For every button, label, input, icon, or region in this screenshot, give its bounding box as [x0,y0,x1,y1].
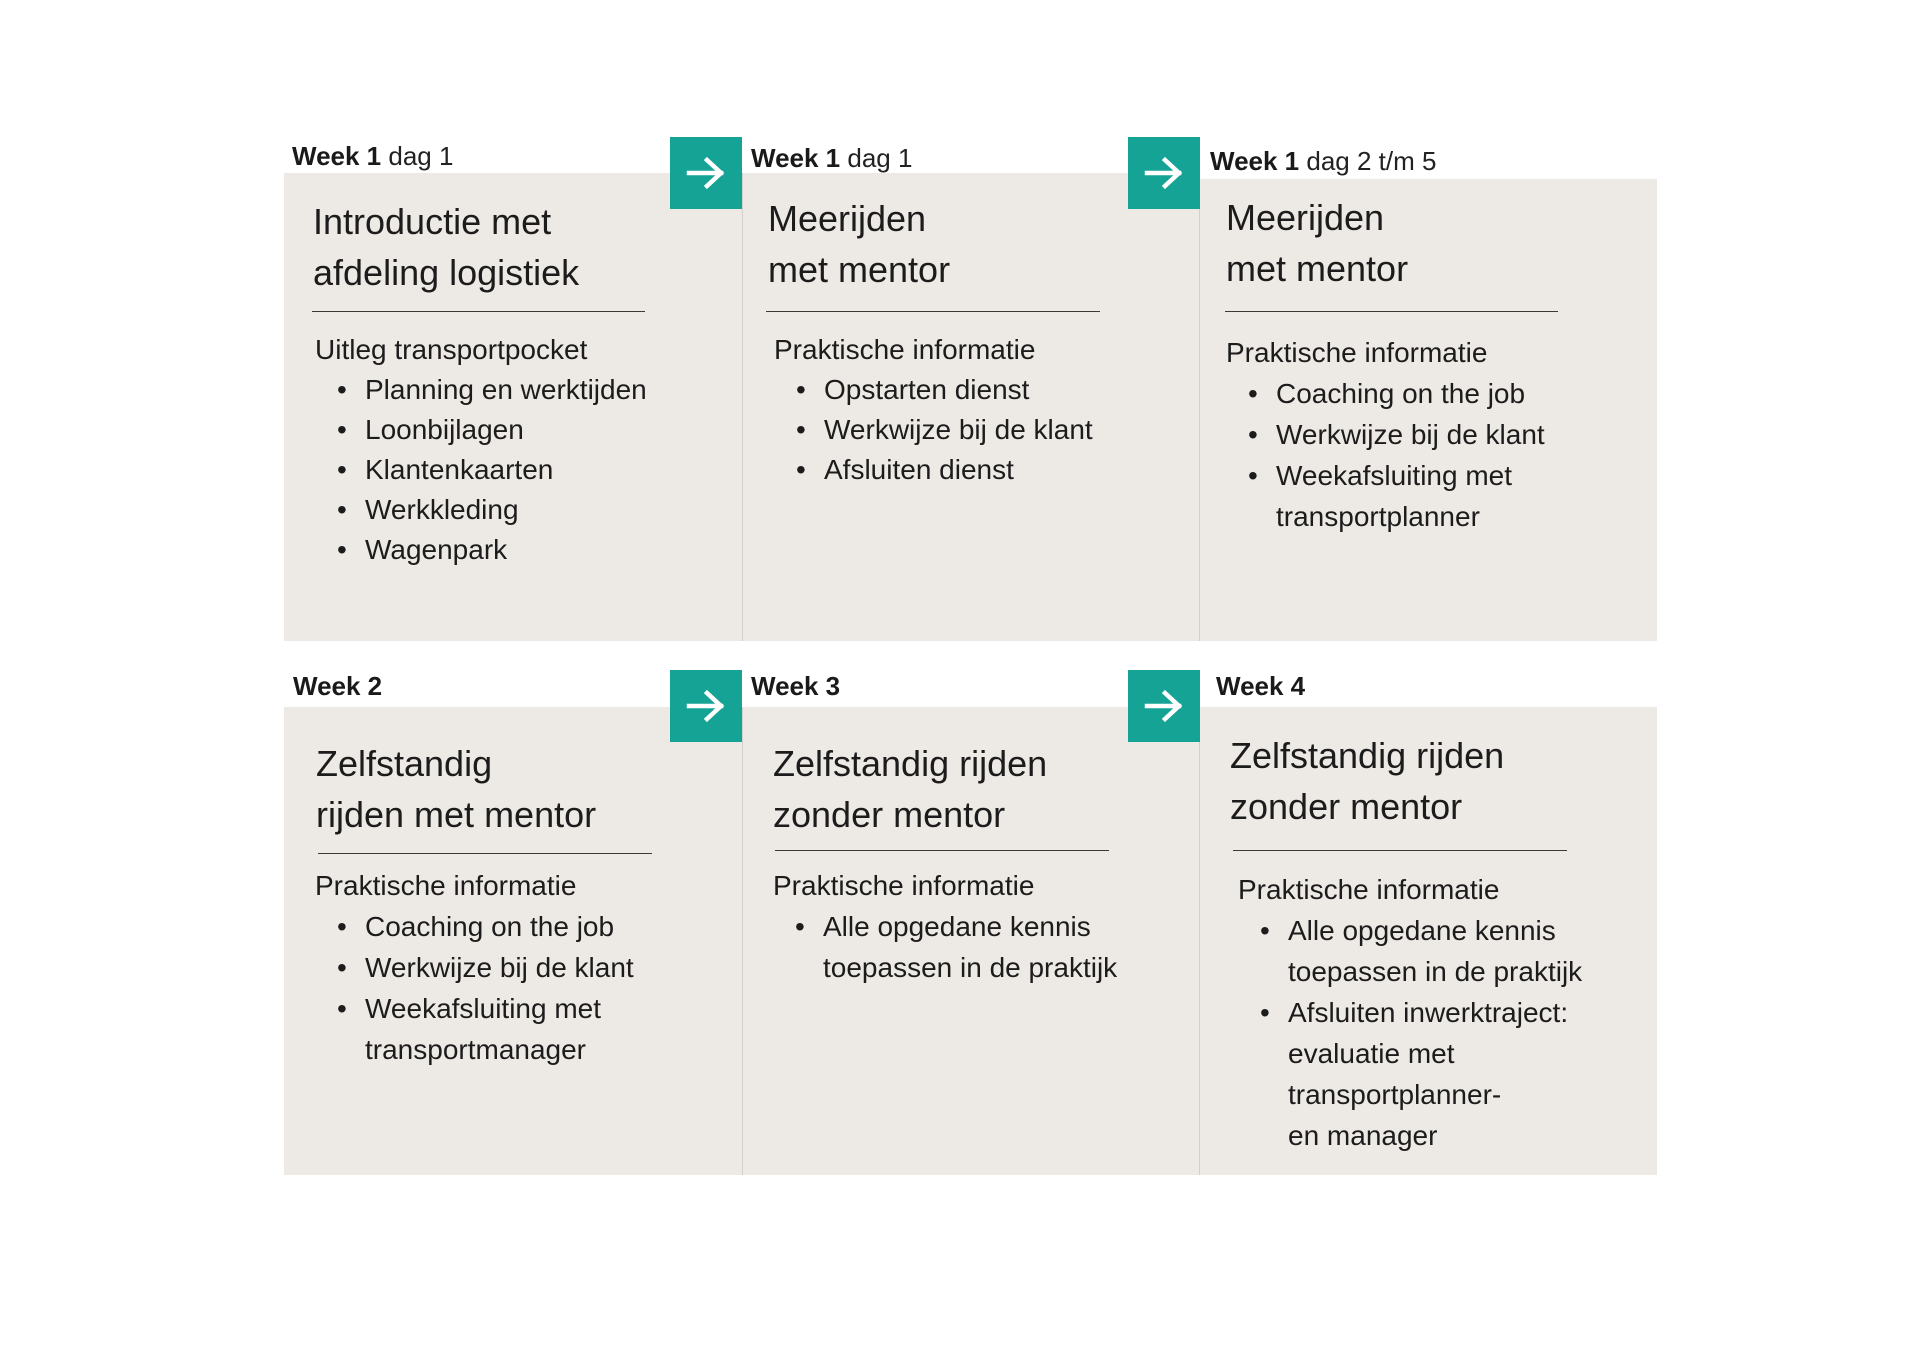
list-item: • Opstarten dienst [824,370,1093,410]
divider-row2-2 [1199,707,1200,1175]
card-title-line: Zelfstandig [316,743,493,784]
week-number: Week 4 [1216,671,1306,701]
week-label [751,143,912,173]
list-item: • Weekafsluiting met transportplanner [1276,455,1545,537]
card-title-line: zonder mentor [1230,786,1463,827]
bullet-icon: • [796,414,806,445]
card-list [1238,910,1582,1156]
card-title-line: zonder mentor [773,794,1006,835]
bullet-icon: • [1248,378,1258,409]
arrow-2 [1128,137,1200,209]
week-label [1216,671,1305,701]
card-title-line: Meerijden [1226,197,1385,238]
card-title [768,193,950,295]
card-subhead: Praktische informatie [1238,874,1500,905]
list-item: • Alle opgedane kennis toepassen in de praktijk [823,906,1117,988]
bullet-icon: • [337,911,347,942]
bullet-icon: • [1248,419,1258,450]
list-item: • Werkwijze bij de klant [1276,414,1545,455]
week-number: Week 1 [292,141,382,171]
card-info [315,865,634,1070]
card-title [313,196,579,298]
list-item: • Weekafsluiting met transportmanager [365,988,634,1070]
card-title-line: rijden met mentor [316,794,597,835]
card-list [774,370,1093,490]
bullet-icon: • [337,414,347,445]
title-rule [1225,311,1558,312]
week-number: Week 2 [293,671,383,701]
bullet-icon: • [796,454,806,485]
card-subhead: Uitleg transportpocket [315,334,588,365]
arrow-right-icon [686,156,726,190]
bullet-icon: • [1260,997,1270,1028]
arrow-1 [670,137,742,209]
card-title-line: afdeling logistiek [313,252,580,293]
card-info [1226,332,1545,537]
week-number: Week 1 [751,143,841,173]
week-label [292,141,453,171]
week-day: dag 1 [388,141,454,171]
card-info [315,330,647,570]
bullet-icon: • [795,911,805,942]
card-list [773,906,1117,988]
divider-row2-1 [742,707,743,1175]
divider-row1-1 [742,173,743,641]
bullet-icon: • [337,454,347,485]
arrow-right-icon [1144,156,1184,190]
card-title-line: Meerijden [768,198,927,239]
arrow-4 [1128,670,1200,742]
card-title [1226,192,1408,294]
week-number: Week 1 [1210,146,1300,176]
card-info [774,330,1093,490]
bullet-icon: • [337,494,347,525]
card-title-line: met mentor [1226,248,1409,289]
list-item: • Loonbijlagen [365,410,647,450]
title-rule [312,311,645,312]
bullet-icon: • [337,534,347,565]
bullet-icon: • [796,374,806,405]
list-item: • Werkwijze bij de klant [365,947,634,988]
card-title-line: Introductie met [313,201,552,242]
bullet-icon: • [337,374,347,405]
week-number: Week 3 [751,671,841,701]
list-item: • Afsluiten dienst [824,450,1093,490]
bullet-icon: • [1248,460,1258,491]
card-list [315,906,634,1070]
arrow-right-icon [1144,689,1184,723]
list-item: • Werkkleding [365,490,647,530]
card-info [1238,869,1582,1156]
card-subhead: Praktische informatie [773,870,1035,901]
title-rule [318,853,652,854]
title-rule [766,311,1100,312]
bullet-icon: • [337,993,347,1024]
title-rule [1233,850,1567,851]
list-item: • Afsluiten inwerktraject: evaluatie met transportplanner- en manager [1288,992,1582,1156]
card-subhead: Praktische informatie [774,334,1036,365]
bullet-icon: • [337,952,347,983]
card-title-line: met mentor [768,249,951,290]
list-item: • Coaching on the job [365,906,634,947]
week-label [1210,146,1436,176]
card-list [315,370,647,570]
list-item: • Wagenpark [365,530,647,570]
card-subhead: Praktische informatie [315,870,577,901]
list-item: • Alle opgedane kennis toepassen in de praktijk [1288,910,1582,992]
week-label [751,671,840,701]
divider-row1-2 [1199,179,1200,641]
week-day: dag 1 [847,143,913,173]
week-day: dag 2 t/m 5 [1306,146,1437,176]
card-title-line: Zelfstandig rijden [1230,735,1505,776]
arrow-right-icon [686,689,726,723]
card-title-line: Zelfstandig rijden [773,743,1048,784]
card-title [1230,730,1504,832]
card-list [1226,373,1545,537]
card-title [316,738,596,840]
card-title [773,738,1047,840]
list-item: • Planning en werktijden [365,370,647,410]
card-subhead: Praktische informatie [1226,337,1488,368]
list-item: • Coaching on the job [1276,373,1545,414]
list-item: • Klantenkaarten [365,450,647,490]
title-rule [775,850,1109,851]
week-label [293,671,382,701]
card-info [773,865,1117,988]
list-item: • Werkwijze bij de klant [824,410,1093,450]
arrow-3 [670,670,742,742]
bullet-icon: • [1260,915,1270,946]
